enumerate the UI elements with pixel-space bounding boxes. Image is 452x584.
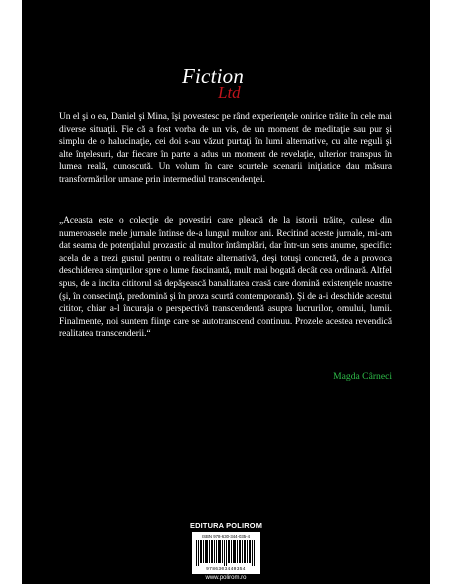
book-blurb: Un el şi o ea, Daniel şi Mina, îşi povestesc pe rând experienţele onirice trăite în cele mai diverse situaţii. Fie că a fost vorba de un vis, de un moment de meditaţie sau pur şi simplu de o halucinaţie, cei doi s-au văzut purtaţi în lumi alternative, cu alte reguli şi alte înţelesuri, dar fiecare în parte a adus un moment de revelaţie, ulterior transpus în lumea reală, cunoscută. Un volum în care scurtele scenarii iniţiatice dau măsura transformărilor umane prin intermediul transcendenţei. [59,112,392,185]
publisher-name: EDITURA POLIROM [189,521,263,530]
author-signature: Magda Cârneci [333,371,392,382]
ean-digits: 9786303440354 [206,567,246,572]
logo-word: Fiction [182,64,245,88]
publisher-url: www.polirom.ro [205,575,247,581]
isbn-text: ISBN 978-630-344-035-4 [201,534,250,539]
author-quote: „Aceasta este o colecţie de povestiri care pleacă de la istorii trăite, culese din numeroasele mele jurnale întinse de-a lungul multor ani. Recitind aceste jurnale, mi-am dat seama de potenţialul prozastic al multor întâmplări, dar într-un sens anume, specific: acela de a trezi gustul pentru o realitate alternativă, deşi totuşi concretă, de a provoca deschiderea simţurilor spre o lume fascinantă, mult mai bogată decât cea ordinară. Altfel spus, de a incita cititorul să depăşească banalitatea crasă care domină existenţele noastre (şi, în consecinţă, predomină şi în proza scurtă contemporană). Şi de a-i deschide acestui cititor, chiar a-l încuraja o perspectivă transcendentă asupra lucrurilor, omului, lumii. Finalmente, noi suntem fiinţe care se autotranscend continuu. Prozele acestea revendică realitatea transcenderii.“ [59,216,392,340]
barcode [192,532,260,574]
fiction-ltd-logo [182,64,302,114]
back-cover [22,0,430,584]
logo-suffix: Ltd [218,83,241,102]
barcode-icon [196,540,256,566]
